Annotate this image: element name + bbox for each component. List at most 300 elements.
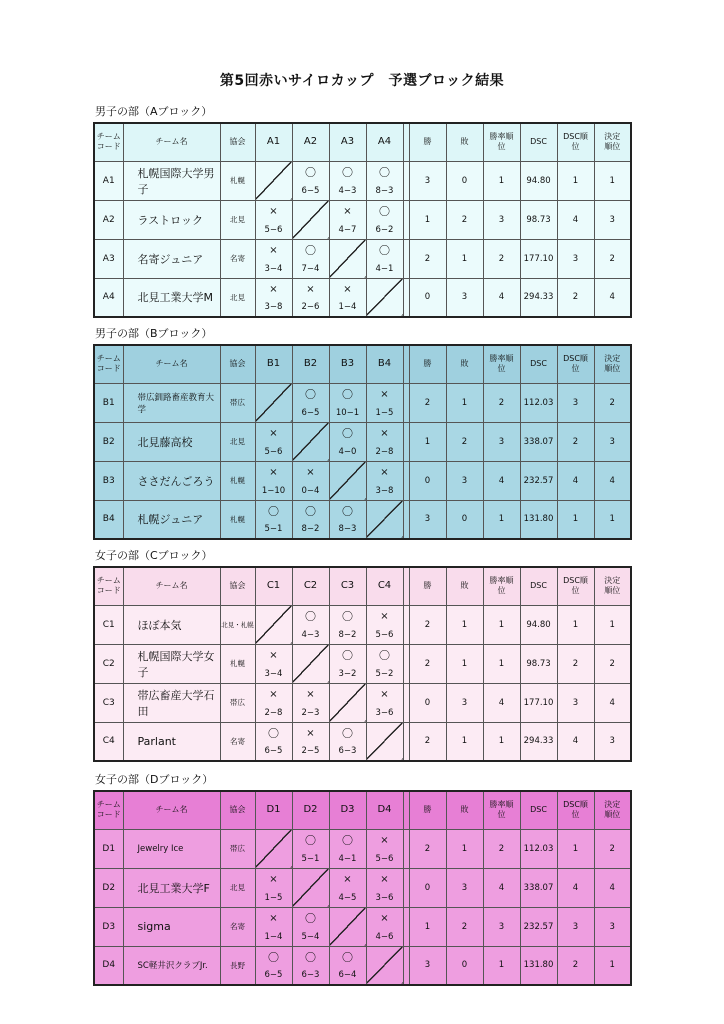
match-score: 8−2 (338, 629, 357, 640)
match-result (366, 422, 403, 461)
win-mark: 〇 (305, 911, 316, 925)
match-score: 4−3 (338, 185, 357, 196)
block-table-d (93, 790, 632, 986)
block-table-b (93, 344, 632, 540)
match-score: 4−6 (375, 931, 394, 942)
dsc-value: 98.73 (520, 644, 557, 683)
dsc-value: 94.80 (520, 605, 557, 644)
wins: 3 (409, 500, 446, 539)
losses: 0 (446, 946, 483, 985)
final-rank: 4 (594, 461, 631, 500)
match-result (255, 278, 292, 317)
win-mark: 〇 (342, 648, 353, 662)
team-name: Parlant (123, 722, 220, 761)
self-match-cell (292, 868, 329, 907)
match-score: 6−5 (301, 185, 320, 196)
team-code: D3 (94, 907, 123, 946)
match-score: 1−4 (338, 302, 357, 312)
self-match-cell (329, 239, 366, 278)
dsc-value: 94.80 (520, 161, 557, 200)
match-score: 2−8 (375, 446, 394, 457)
match-result (329, 829, 366, 868)
match-score: 3−4 (264, 668, 283, 679)
self-match-cell (366, 500, 403, 539)
match-score: 5−6 (264, 446, 283, 457)
match-score: 5−6 (375, 853, 394, 864)
self-match-cell (292, 422, 329, 461)
team-association: 名寄 (220, 907, 255, 946)
match-score: 5−6 (264, 224, 283, 235)
header-opponent: A2 (292, 123, 329, 161)
team-code: A2 (94, 200, 123, 239)
match-result (366, 239, 403, 278)
match-score: 2−8 (264, 707, 283, 718)
loss-mark: × (343, 205, 352, 217)
win-mark: 〇 (342, 387, 353, 401)
header-dsc-rank: DSC順 位 (557, 791, 594, 829)
header-team-code: チーム コード (94, 345, 123, 383)
team-code: C2 (94, 644, 123, 683)
losses: 1 (446, 829, 483, 868)
match-result (292, 383, 329, 422)
header-team-name: チーム名 (123, 345, 220, 383)
match-result (329, 200, 366, 239)
self-match-cell (255, 605, 292, 644)
header-dsc-rank: DSC順 位 (557, 123, 594, 161)
loss-mark: × (269, 244, 278, 256)
header-row (94, 123, 631, 161)
match-result (366, 829, 403, 868)
final-rank: 3 (594, 422, 631, 461)
header-losses: 敗 (446, 345, 483, 383)
team-association: 札幌 (220, 161, 255, 200)
win-mark: 〇 (268, 950, 279, 964)
team-name: 札幌国際大学女子 (123, 644, 220, 683)
team-row (94, 868, 631, 907)
match-result (255, 239, 292, 278)
header-final-rank: 決定 順位 (594, 567, 631, 605)
match-result (329, 946, 366, 985)
loss-mark: × (269, 466, 278, 478)
header-win-rate-rank: 勝率順 位 (483, 123, 520, 161)
loss-mark: × (343, 873, 352, 885)
win-rate-rank: 2 (483, 383, 520, 422)
win-rate-rank: 2 (483, 239, 520, 278)
match-result (366, 161, 403, 200)
team-code: D4 (94, 946, 123, 985)
match-result (292, 278, 329, 317)
dsc-rank: 2 (557, 422, 594, 461)
match-score: 5−1 (264, 524, 283, 534)
team-row (94, 383, 631, 422)
team-name: 帯広畜産大学石田 (123, 683, 220, 722)
self-match-cell (292, 644, 329, 683)
loss-mark: × (269, 649, 278, 661)
team-code: C1 (94, 605, 123, 644)
match-result (255, 200, 292, 239)
team-code: B4 (94, 500, 123, 539)
loss-mark: × (269, 283, 278, 295)
final-rank: 1 (594, 161, 631, 200)
match-score: 5−6 (375, 629, 394, 640)
match-result (292, 161, 329, 200)
header-losses: 敗 (446, 123, 483, 161)
win-mark: 〇 (342, 609, 353, 623)
dsc-value: 131.80 (520, 500, 557, 539)
page-title: 第5回赤いサイロカップ 予選ブロック結果 (219, 73, 505, 89)
team-code: B1 (94, 383, 123, 422)
match-score: 3−6 (375, 892, 394, 903)
header-dsc-rank: DSC順 位 (557, 345, 594, 383)
header-opponent: C1 (255, 567, 292, 605)
header-row (94, 345, 631, 383)
loss-mark: × (269, 912, 278, 924)
losses: 3 (446, 683, 483, 722)
header-opponent: B1 (255, 345, 292, 383)
loss-mark: × (269, 688, 278, 700)
win-rate-rank: 1 (483, 946, 520, 985)
self-match-cell (255, 161, 292, 200)
header-team-code: チーム コード (94, 123, 123, 161)
match-result (329, 422, 366, 461)
win-rate-rank: 3 (483, 200, 520, 239)
header-opponent: C2 (292, 567, 329, 605)
dsc-rank: 4 (557, 868, 594, 907)
team-row (94, 200, 631, 239)
team-name: 名寄ジュニア (123, 239, 220, 278)
dsc-value: 232.57 (520, 461, 557, 500)
block-label: 女子の部（Dブロック） (95, 773, 214, 786)
header-win-rate-rank: 勝率順 位 (483, 567, 520, 605)
win-mark: 〇 (342, 726, 353, 740)
team-association: 北見・札幌 (220, 605, 255, 644)
match-score: 1−10 (261, 485, 286, 496)
match-result (292, 722, 329, 761)
team-row (94, 644, 631, 683)
loss-mark: × (380, 688, 389, 700)
header-wins: 勝 (409, 123, 446, 161)
team-row (94, 683, 631, 722)
dsc-value: 294.33 (520, 278, 557, 317)
loss-mark: × (269, 873, 278, 885)
loss-mark: × (306, 466, 315, 478)
team-association: 長野 (220, 946, 255, 985)
losses: 1 (446, 239, 483, 278)
loss-mark: × (380, 427, 389, 439)
header-row (94, 791, 631, 829)
dsc-rank: 2 (557, 644, 594, 683)
match-result (366, 868, 403, 907)
team-row (94, 278, 631, 317)
match-result (329, 868, 366, 907)
match-result (255, 461, 292, 500)
win-mark: 〇 (379, 204, 390, 218)
win-rate-rank: 4 (483, 868, 520, 907)
team-association: 札幌 (220, 500, 255, 539)
team-row (94, 461, 631, 500)
win-rate-rank: 1 (483, 605, 520, 644)
match-score: 1−5 (264, 892, 283, 903)
win-mark: 〇 (305, 165, 316, 179)
wins: 0 (409, 683, 446, 722)
losses: 1 (446, 722, 483, 761)
match-result (255, 644, 292, 683)
team-row (94, 907, 631, 946)
match-score: 4−0 (338, 446, 357, 457)
match-result (292, 946, 329, 985)
wins: 0 (409, 868, 446, 907)
team-code: B2 (94, 422, 123, 461)
win-rate-rank: 4 (483, 461, 520, 500)
win-rate-rank: 1 (483, 161, 520, 200)
win-rate-rank: 2 (483, 829, 520, 868)
losses: 1 (446, 644, 483, 683)
team-association: 帯広 (220, 829, 255, 868)
team-code: C3 (94, 683, 123, 722)
final-rank: 1 (594, 605, 631, 644)
match-result (366, 461, 403, 500)
self-match-cell (329, 907, 366, 946)
self-match-cell (292, 200, 329, 239)
header-losses: 敗 (446, 791, 483, 829)
match-score: 6−3 (338, 746, 357, 756)
match-score: 5−2 (375, 668, 394, 679)
team-name: 北見藤高校 (123, 422, 220, 461)
match-result (292, 239, 329, 278)
team-association: 名寄 (220, 722, 255, 761)
team-association: 札幌 (220, 461, 255, 500)
team-name: SC軽井沢クラブJr. (123, 946, 220, 985)
header-opponent: B4 (366, 345, 403, 383)
header-dsc: DSC (520, 567, 557, 605)
header-team-name: チーム名 (123, 791, 220, 829)
header-final-rank: 決定 順位 (594, 345, 631, 383)
match-score: 8−2 (301, 524, 320, 534)
team-association: 北見 (220, 868, 255, 907)
match-result (329, 383, 366, 422)
wins: 2 (409, 644, 446, 683)
match-score: 2−5 (301, 746, 320, 756)
team-association: 北見 (220, 200, 255, 239)
loss-mark: × (306, 727, 315, 739)
team-name: 北見工業大学M (123, 278, 220, 317)
header-wins: 勝 (409, 791, 446, 829)
header-dsc-rank: DSC順 位 (557, 567, 594, 605)
match-result (255, 868, 292, 907)
self-match-cell (255, 383, 292, 422)
match-result (255, 500, 292, 539)
header-association: 協会 (220, 345, 255, 383)
wins: 2 (409, 239, 446, 278)
loss-mark: × (380, 466, 389, 478)
match-score: 3−6 (375, 707, 394, 718)
team-association: 帯広 (220, 383, 255, 422)
dsc-rank: 2 (557, 946, 594, 985)
team-code: A4 (94, 278, 123, 317)
dsc-value: 98.73 (520, 200, 557, 239)
win-rate-rank: 3 (483, 907, 520, 946)
win-mark: 〇 (342, 833, 353, 847)
team-row (94, 500, 631, 539)
dsc-value: 338.07 (520, 868, 557, 907)
final-rank: 2 (594, 829, 631, 868)
win-mark: 〇 (305, 609, 316, 623)
losses: 3 (446, 278, 483, 317)
header-opponent: C3 (329, 567, 366, 605)
dsc-value: 232.57 (520, 907, 557, 946)
final-rank: 3 (594, 200, 631, 239)
final-rank: 2 (594, 383, 631, 422)
header-team-name: チーム名 (123, 123, 220, 161)
match-result (366, 605, 403, 644)
match-result (292, 500, 329, 539)
win-mark: 〇 (379, 165, 390, 179)
match-score: 3−8 (264, 302, 283, 312)
match-result (329, 161, 366, 200)
team-association: 札幌 (220, 644, 255, 683)
dsc-value: 112.03 (520, 383, 557, 422)
block-table-c (93, 566, 632, 762)
header-team-code: チーム コード (94, 567, 123, 605)
team-name: ほぼ本気 (123, 605, 220, 644)
win-mark: 〇 (379, 243, 390, 257)
match-result (329, 644, 366, 683)
loss-mark: × (306, 688, 315, 700)
team-code: A1 (94, 161, 123, 200)
match-result (292, 907, 329, 946)
dsc-rank: 3 (557, 239, 594, 278)
match-score: 3−4 (264, 263, 283, 274)
team-code: D2 (94, 868, 123, 907)
loss-mark: × (306, 283, 315, 295)
match-score: 2−3 (301, 707, 320, 718)
match-result (366, 200, 403, 239)
header-wins: 勝 (409, 567, 446, 605)
losses: 2 (446, 200, 483, 239)
win-mark: 〇 (268, 726, 279, 740)
match-score: 8−3 (338, 524, 357, 534)
match-score: 4−3 (301, 629, 320, 640)
dsc-rank: 4 (557, 722, 594, 761)
header-opponent: D1 (255, 791, 292, 829)
team-row (94, 239, 631, 278)
team-row (94, 161, 631, 200)
match-score: 1−4 (264, 931, 283, 942)
match-score: 6−5 (264, 970, 283, 980)
match-result (292, 461, 329, 500)
losses: 0 (446, 161, 483, 200)
match-score: 5−4 (301, 931, 320, 942)
final-rank: 3 (594, 907, 631, 946)
block-table-a (93, 122, 632, 318)
dsc-value: 338.07 (520, 422, 557, 461)
header-opponent: A3 (329, 123, 366, 161)
losses: 1 (446, 605, 483, 644)
win-rate-rank: 4 (483, 278, 520, 317)
match-score: 5−1 (301, 853, 320, 864)
win-mark: 〇 (379, 648, 390, 662)
wins: 2 (409, 383, 446, 422)
header-final-rank: 決定 順位 (594, 791, 631, 829)
loss-mark: × (269, 427, 278, 439)
header-dsc: DSC (520, 123, 557, 161)
dsc-rank: 4 (557, 461, 594, 500)
header-losses: 敗 (446, 567, 483, 605)
loss-mark: × (380, 388, 389, 400)
loss-mark: × (380, 912, 389, 924)
dsc-value: 294.33 (520, 722, 557, 761)
dsc-rank: 4 (557, 200, 594, 239)
self-match-cell (255, 829, 292, 868)
team-association: 北見 (220, 422, 255, 461)
match-score: 3−2 (338, 668, 357, 679)
match-result (366, 907, 403, 946)
dsc-value: 177.10 (520, 239, 557, 278)
final-rank: 4 (594, 683, 631, 722)
team-code: D1 (94, 829, 123, 868)
match-score: 6−3 (301, 970, 320, 980)
match-score: 0−4 (301, 485, 320, 496)
self-match-cell (366, 722, 403, 761)
match-result (292, 829, 329, 868)
team-name: 札幌ジュニア (123, 500, 220, 539)
match-score: 4−5 (338, 892, 357, 903)
block-label: 女子の部（Cブロック） (95, 549, 213, 562)
wins: 1 (409, 200, 446, 239)
wins: 1 (409, 422, 446, 461)
team-row (94, 829, 631, 868)
team-code: B3 (94, 461, 123, 500)
header-opponent: A4 (366, 123, 403, 161)
team-name: 札幌国際大学男子 (123, 161, 220, 200)
dsc-value: 112.03 (520, 829, 557, 868)
loss-mark: × (380, 610, 389, 622)
losses: 2 (446, 907, 483, 946)
dsc-value: 131.80 (520, 946, 557, 985)
match-result (329, 722, 366, 761)
final-rank: 4 (594, 868, 631, 907)
team-association: 帯広 (220, 683, 255, 722)
win-mark: 〇 (305, 833, 316, 847)
header-association: 協会 (220, 567, 255, 605)
self-match-cell (366, 946, 403, 985)
team-name: ささだんごろう (123, 461, 220, 500)
header-opponent: D2 (292, 791, 329, 829)
header-opponent: D4 (366, 791, 403, 829)
losses: 0 (446, 500, 483, 539)
match-score: 6−5 (264, 746, 283, 756)
header-dsc: DSC (520, 345, 557, 383)
team-name: Jewelry Ice (123, 829, 220, 868)
match-result (329, 605, 366, 644)
win-rate-rank: 1 (483, 644, 520, 683)
header-dsc: DSC (520, 791, 557, 829)
match-result (292, 605, 329, 644)
header-opponent: D3 (329, 791, 366, 829)
self-match-cell (366, 278, 403, 317)
dsc-rank: 1 (557, 829, 594, 868)
header-win-rate-rank: 勝率順 位 (483, 791, 520, 829)
wins: 1 (409, 907, 446, 946)
win-rate-rank: 1 (483, 500, 520, 539)
wins: 2 (409, 829, 446, 868)
match-result (255, 683, 292, 722)
win-mark: 〇 (305, 243, 316, 257)
match-score: 6−5 (301, 407, 320, 418)
block-label: 男子の部（Bブロック） (95, 327, 213, 340)
wins: 2 (409, 722, 446, 761)
match-score: 10−1 (335, 407, 360, 418)
